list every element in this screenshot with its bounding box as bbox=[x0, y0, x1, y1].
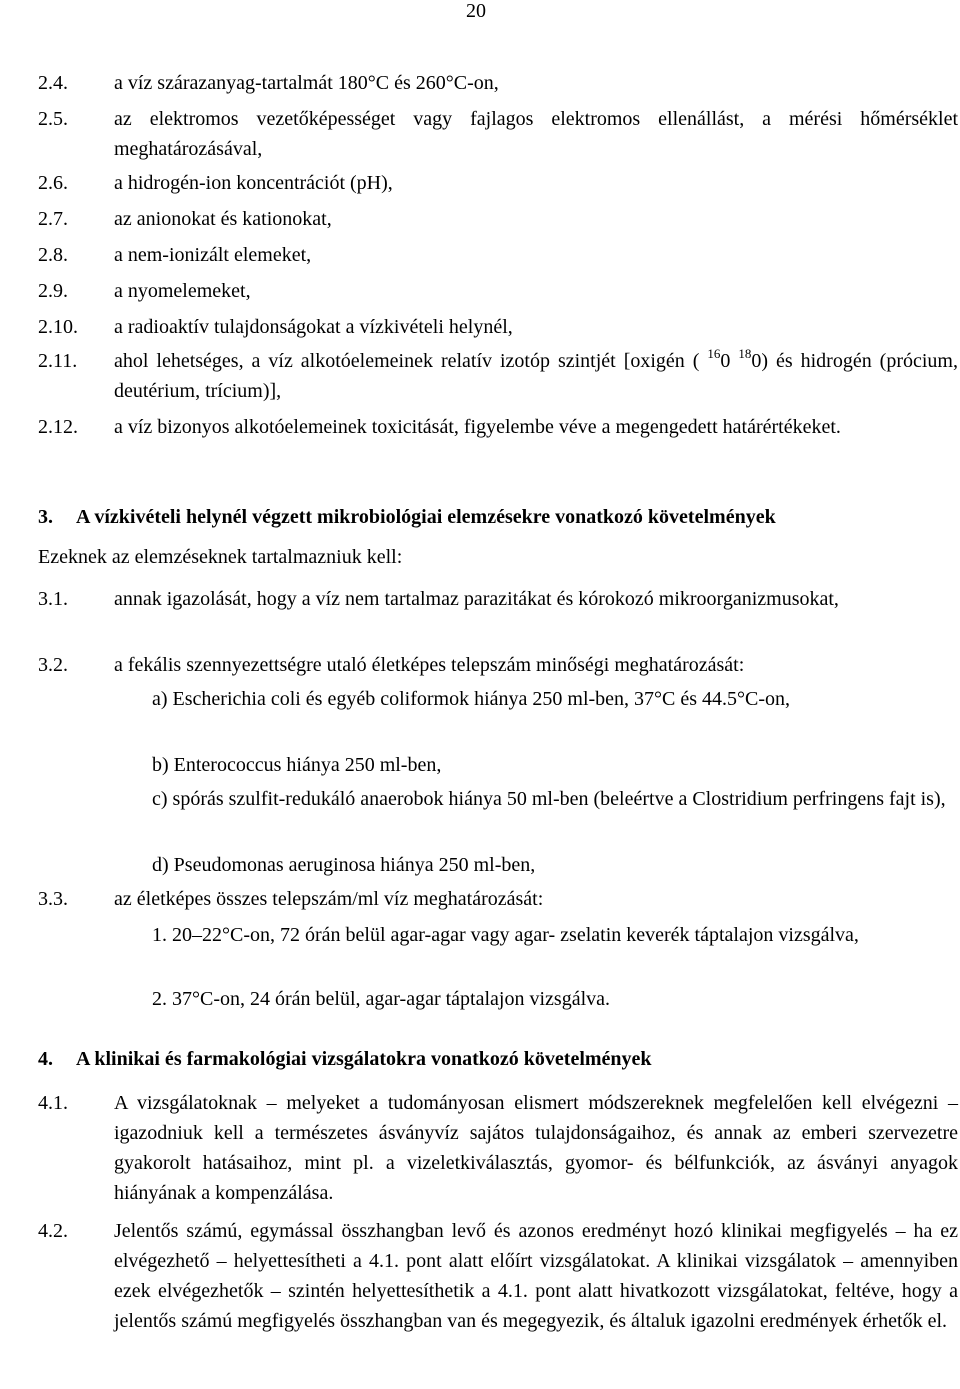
list-item bbox=[38, 312, 958, 342]
section-intro: Ezeknek az elemzéseknek tartalmazniuk kell: bbox=[38, 546, 403, 568]
section-number: 3. bbox=[38, 506, 53, 528]
list-item bbox=[38, 584, 958, 614]
page-number: 20 bbox=[466, 0, 486, 22]
item-number: 3.2. bbox=[38, 654, 68, 676]
item-text: a fekális szennyezettségre utaló életképes telepszám minőségi meghatározását: bbox=[114, 654, 745, 676]
item-text: annak igazolását, hogy a víz nem tartalmaz parazitákat és kórokozó mikroorganizmusokat, bbox=[114, 588, 839, 610]
item-text: a nyomelemeket, bbox=[114, 280, 251, 302]
sub-list-item bbox=[152, 684, 958, 714]
item-text: az anionokat és kationokat, bbox=[114, 208, 332, 230]
sub-list-item bbox=[152, 750, 958, 780]
item-number: 2.4. bbox=[38, 72, 68, 94]
item-number: 2.5. bbox=[38, 108, 68, 130]
item-number: 3.3. bbox=[38, 888, 68, 910]
item-number: 2.8. bbox=[38, 244, 68, 266]
sub-list-item bbox=[152, 984, 958, 1014]
list-item bbox=[38, 68, 958, 98]
section-number: 4. bbox=[38, 1048, 53, 1070]
item-text: Jelentős számú, egymással összhangban levő és azonos eredményt hozó klinikai megfigyelés – ha ez elvégezhető – helyettesítheti a 4.1. pont alatt előírt vizsgálatokat. A klinikai vizsgálatok – amennyiben ezek elvégezhetők – szintén helyettesíthetik a 4.1. pont alatt hivatkozott vizsgálatokat, feltéve, hogy a jelentős számú megfigyelés összhangban van és megegyezik, és általuk igazolni eredmények érhetők el. bbox=[114, 1220, 958, 1332]
superscript: 16 bbox=[707, 346, 721, 361]
sub-item-text: b) Enterococcus hiánya 250 ml-ben, bbox=[152, 754, 442, 776]
item-number: 2.11. bbox=[38, 350, 78, 372]
list-item bbox=[38, 412, 958, 442]
item-text: A vizsgálatoknak – melyeket a tudományosan elismert módszereknek megfelelően kell elvégezni – igazodniuk kell a természetes ásványvíz sajátos tulajdonságaihoz, és annak az emberi szervezetre gyakorolt hatásaihoz, mint pl. a vizeletkiválasztás, gyomor- és bélfunkciók, az ásványi anyagok hiányának a kompenzálása. bbox=[114, 1092, 958, 1204]
section-title: A vízkivételi helynél végzett mikrobiológiai elemzésekre vonatkozó követelmények bbox=[76, 506, 776, 528]
list-item bbox=[38, 884, 958, 914]
item-text-part: 0) és hidrogén (prócium, deutérium, trícium)], bbox=[114, 350, 958, 402]
list-item bbox=[38, 346, 958, 406]
list-item bbox=[38, 204, 958, 234]
item-text: a nem-ionizált elemeket, bbox=[114, 244, 312, 266]
sub-list-item bbox=[152, 784, 958, 814]
superscript: 18 bbox=[738, 346, 752, 361]
item-number: 4.2. bbox=[38, 1220, 68, 1242]
section-heading bbox=[38, 1044, 958, 1074]
list-item bbox=[38, 168, 958, 198]
item-text: az elektromos vezetőképességet vagy fajlagos elektromos ellenállást, a mérési hőmérséklet meghatározásával, bbox=[114, 108, 958, 160]
sub-list-item bbox=[152, 850, 958, 880]
item-number: 3.1. bbox=[38, 588, 68, 610]
section-heading bbox=[38, 502, 958, 532]
list-item bbox=[38, 276, 958, 306]
item-number: 2.7. bbox=[38, 208, 68, 230]
item-text bbox=[114, 346, 958, 406]
list-item bbox=[38, 650, 958, 680]
sub-item-text: c) spórás szulfit-redukáló anaerobok hiánya 50 ml-ben (beleértve a Clostridium perfringens fajt is), bbox=[152, 788, 946, 810]
sub-item-text: d) Pseudomonas aeruginosa hiánya 250 ml-ben, bbox=[152, 854, 536, 876]
sub-item-text: a) Escherichia coli és egyéb coliformok hiánya 250 ml-ben, 37°C és 44.5°C-on, bbox=[152, 688, 791, 710]
item-text: a hidrogén-ion koncentrációt (pH), bbox=[114, 172, 393, 194]
item-number: 2.9. bbox=[38, 280, 68, 302]
sub-list-item bbox=[152, 920, 958, 950]
sub-item-text: 1. 20–22°C-on, 72 órán belül agar-agar vagy agar- zselatin keverék táptalajon vizsgálva, bbox=[152, 924, 859, 946]
item-text-part: 0 bbox=[720, 350, 739, 372]
section-title: A klinikai és farmakológiai vizsgálatokra vonatkozó követelmények bbox=[76, 1048, 652, 1070]
list-item bbox=[38, 1216, 958, 1336]
item-text: a víz szárazanyag-tartalmát 180°C és 260°C-on, bbox=[114, 72, 499, 94]
item-text: a radioaktív tulajdonságokat a vízkivételi helynél, bbox=[114, 316, 513, 338]
item-number: 4.1. bbox=[38, 1092, 68, 1114]
list-item bbox=[38, 240, 958, 270]
list-item bbox=[38, 104, 958, 164]
item-text: az életképes összes telepszám/ml víz meghatározását: bbox=[114, 888, 544, 910]
item-text-part: ahol lehetséges, a víz alkotóelemeinek relatív izotóp szintjét [oxigén ( bbox=[114, 350, 700, 372]
sub-item-text: 2. 37°C-on, 24 órán belül, agar-agar táptalajon vizsgálva. bbox=[152, 988, 610, 1010]
item-number: 2.12. bbox=[38, 416, 78, 438]
item-text: a víz bizonyos alkotóelemeinek toxicitását, figyelembe véve a megengedett határértékeket. bbox=[114, 416, 841, 438]
item-number: 2.6. bbox=[38, 172, 68, 194]
item-number: 2.10. bbox=[38, 316, 78, 338]
list-item bbox=[38, 1088, 958, 1208]
